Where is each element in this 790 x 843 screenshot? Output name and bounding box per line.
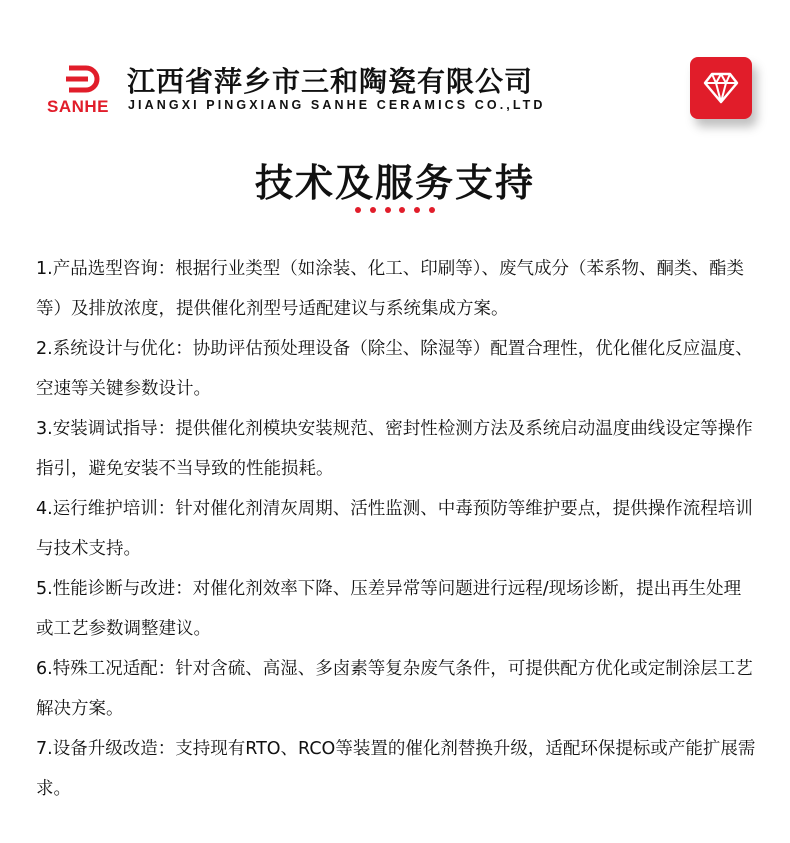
divider-dot bbox=[399, 207, 405, 213]
diamond-icon bbox=[703, 71, 739, 105]
sanhe-logo-icon bbox=[66, 64, 102, 94]
diamond-badge bbox=[690, 57, 752, 119]
divider-dot bbox=[429, 207, 435, 213]
service-item-installation: 3.安装调试指导：提供催化剂模块安装规范、密封性检测方法及系统启动温度曲线设定等操作指引，避免安装不当导致的性能损耗。 bbox=[36, 419, 753, 479]
service-item-special-conditions: 6.特殊工况适配：针对含硫、高湿、多卤素等复杂废气条件，可提供配方优化或定制涂层工艺解决方案。 bbox=[36, 659, 753, 719]
service-item-diagnosis: 5.性能诊断与改进：对催化剂效率下降、压差异常等问题进行远程/现场诊断，提出再生处理或工艺参数调整建议。 bbox=[36, 579, 742, 639]
page-title: 技术及服务支持 bbox=[254, 161, 535, 205]
divider-dot bbox=[385, 207, 391, 213]
service-item-system-design: 2.系统设计与优化：协助评估预处理设备（除尘、除湿等）配置合理性，优化催化反应温度、空速等关键参数设计。 bbox=[36, 339, 753, 399]
service-item-upgrade: 7.设备升级改造：支持现有RTO、RCO等装置的催化剂替换升级，适配环保提标或产能扩展需求。 bbox=[36, 739, 756, 799]
page-header bbox=[0, 0, 790, 140]
logo-text: SANHE bbox=[47, 97, 110, 116]
company-name-cn: 江西省萍乡市三和陶瓷有限公司 bbox=[127, 65, 534, 98]
service-item-maintenance: 4.运行维护培训：针对催化剂清灰周期、活性监测、中毒预防等维护要点，提供操作流程培训与技术支持。 bbox=[36, 499, 753, 559]
service-list bbox=[36, 249, 756, 809]
service-item-selection: 1.产品选型咨询：根据行业类型（如涂装、化工、印刷等）、废气成分（苯系物、酮类、酯类等）及排放浓度，提供催化剂型号适配建议与系统集成方案。 bbox=[36, 259, 744, 319]
divider-dot bbox=[355, 207, 361, 213]
company-name-en: JIANGXI PINGXIANG SANHE CERAMICS CO.,LTD bbox=[128, 98, 546, 112]
divider-dot bbox=[414, 207, 420, 213]
divider-dot bbox=[370, 207, 376, 213]
title-divider-dots bbox=[355, 207, 435, 215]
